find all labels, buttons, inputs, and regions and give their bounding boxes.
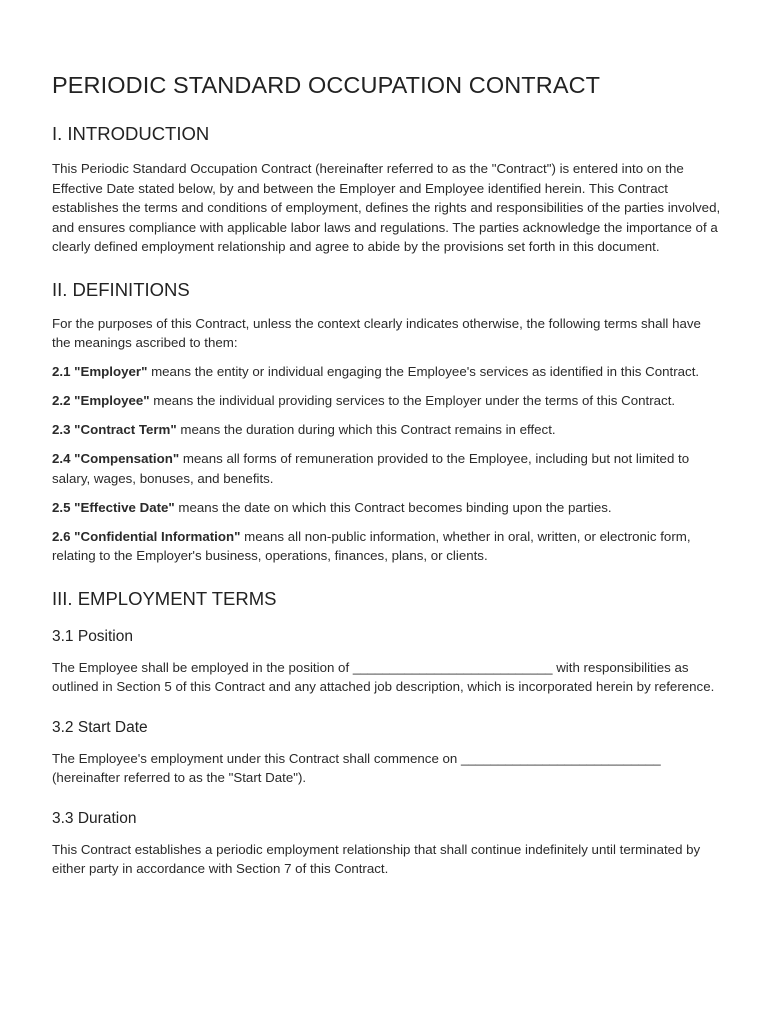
definition-item: [52, 498, 722, 518]
definition-text: means the individual providing services to the Employer under the terms of this Contract.: [149, 393, 676, 408]
definition-item: [52, 420, 722, 440]
definition-term: 2.1 "Employer": [52, 364, 148, 379]
definition-text: means the entity or individual engaging the Employee's services as identified in this Contract.: [147, 364, 700, 379]
definition-item: [52, 449, 722, 488]
definition-text: means the date on which this Contract becomes binding upon the parties.: [174, 499, 612, 515]
definition-term: 2.6 "Confidential Information": [52, 528, 241, 544]
subsection-heading-duration: 3.3 Duration: [52, 809, 137, 827]
definition-term: 2.3 "Contract Term": [52, 422, 177, 437]
subsection-heading-position: 3.1 Position: [52, 627, 133, 645]
definition-text: means all forms of remuneration provided to the Employee, including but not limited to salary, wages, bonuses, and benefits.: [52, 451, 690, 486]
definition-term: 2.2 "Employee": [52, 393, 150, 408]
introduction-paragraph: This Periodic Standard Occupation Contract (hereinafter referred to as the "Contract") is entered into on the Effective Date stated below, by and between the Employer and Employee identified herein. This Contract establishes the terms and conditions of employment, defines the rights and responsibilities of the parties involved, and ensures compliance with applicable labor laws and regulations. The parties acknowledge the importance of a clearly defined employment relationship and agree to abide by the provisions set forth in this document.: [52, 161, 721, 254]
subsection-heading-start-date: 3.2 Start Date: [52, 718, 148, 736]
section-heading-definitions: II. DEFINITIONS: [52, 278, 190, 300]
document-title: PERIODIC STANDARD OCCUPATION CONTRACT: [52, 72, 601, 98]
definition-item: [52, 391, 722, 411]
definition-text: means all non-public information, whether in oral, written, or electronic form, relating to the Employer's business, operations, finances, plans, or clients.: [52, 528, 691, 563]
definition-term: 2.5 "Effective Date": [52, 499, 175, 515]
section-heading-employment-terms: III. EMPLOYMENT TERMS: [52, 587, 277, 609]
duration-paragraph: This Contract establishes a periodic employment relationship that shall continue indefinitely until terminated by either party in accordance with Section 7 of this Contract.: [52, 841, 701, 876]
document-page: [52, 70, 722, 900]
definition-item: [52, 527, 722, 566]
definition-text: means the duration during which this Contract remains in effect.: [176, 422, 556, 437]
definitions-intro: For the purposes of this Contract, unless the context clearly indicates otherwise, the following terms shall have the meanings ascribed to them:: [52, 315, 701, 350]
start-date-paragraph: The Employee's employment under this Contract shall commence on ___________________________ (hereinafter referred to as the "Start Date").: [52, 750, 661, 785]
position-paragraph: The Employee shall be employed in the position of ___________________________ with responsibilities as outlined in Section 5 of this Contract and any attached job description, which is incorporated herein by reference.: [52, 659, 715, 694]
section-heading-introduction: I. INTRODUCTION: [52, 123, 210, 144]
definition-term: 2.4 "Compensation": [52, 451, 180, 466]
definition-item: [52, 362, 722, 382]
